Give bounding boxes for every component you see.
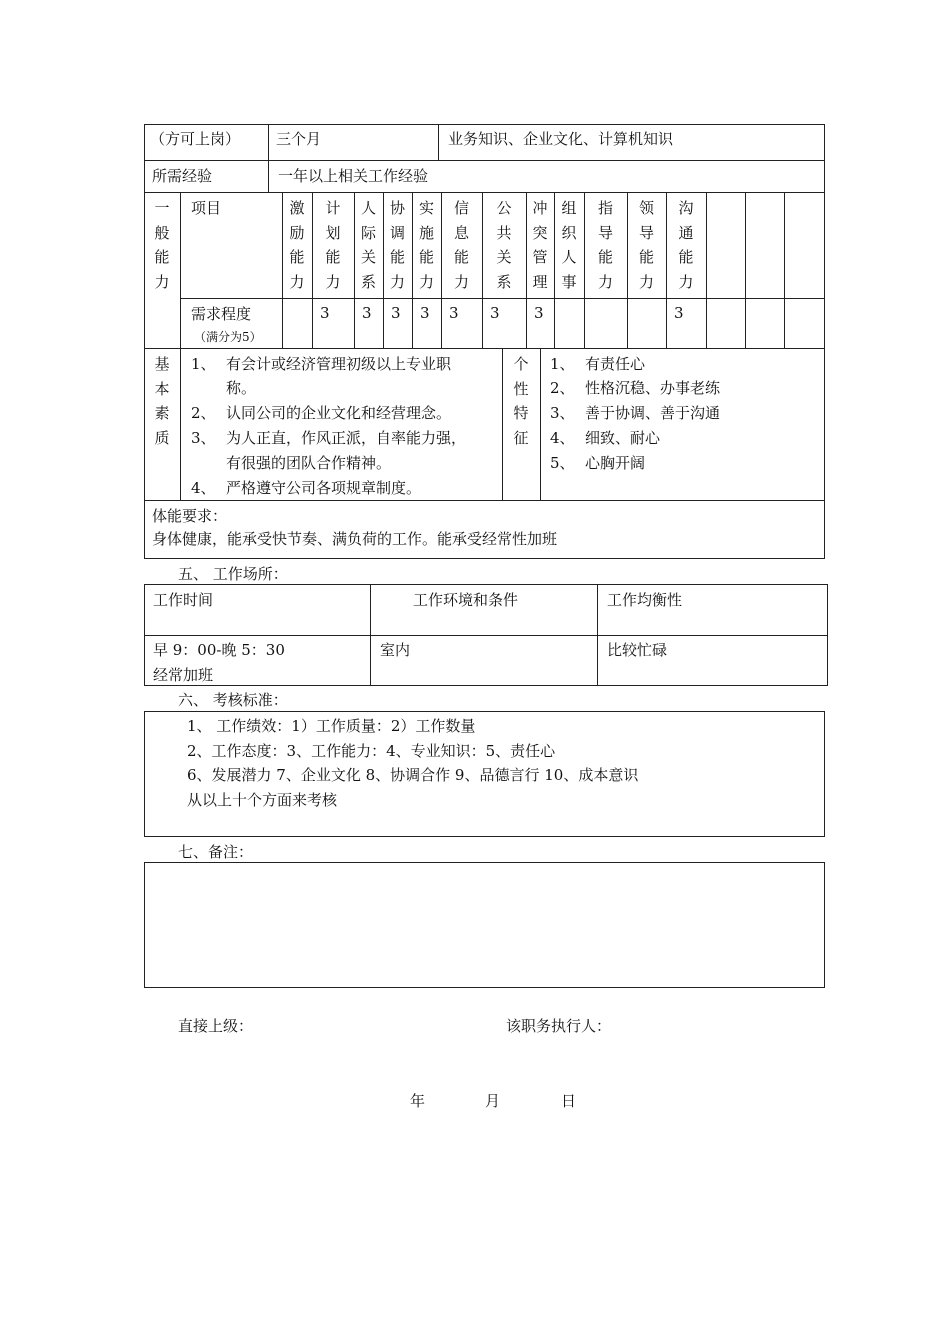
personality-item-1-num: 1、 — [550, 355, 575, 373]
ability-column-name-2: 计划能力 — [325, 199, 341, 291]
ability-column-name-5: 实施能力 — [418, 199, 434, 291]
basic-item-2-text: 认同公司的企业文化和经营理念。 — [226, 404, 452, 422]
work-time-value-overtime: 经常加班 — [153, 666, 214, 684]
work-environment-value: 室内 — [380, 641, 411, 659]
ability-column-name-3: 人际关系 — [360, 199, 376, 291]
personality-item-4-text: 细致、耐心 — [585, 429, 661, 447]
ability-column-divider — [627, 192, 628, 348]
row-divider — [144, 635, 828, 636]
ability-group-label: 一般能力 — [154, 199, 170, 291]
ability-column-level-6: 3 — [449, 304, 459, 322]
work-time-value: 早 9：00-晚 5：30 — [153, 641, 285, 659]
cell-divider — [370, 584, 371, 686]
row-divider — [144, 160, 825, 161]
assessment-line-4: 从以上十个方面来考核 — [187, 791, 338, 809]
ability-column-divider — [441, 192, 442, 348]
ability-column-level-7: 3 — [490, 304, 500, 322]
ability-column-name-12: 沟通能力 — [678, 199, 694, 291]
basic-item-4-text: 严格遵守公司各项规章制度。 — [226, 479, 422, 497]
assessment-line-3: 6、发展潜力 7、企业文化 8、协调合作 9、品德言行 10、成本意识 — [187, 766, 639, 784]
date-year-label: 年 — [410, 1092, 426, 1110]
training-content: 业务知识、企业文化、计算机知识 — [448, 130, 674, 148]
demand-note: （满分为5） — [194, 330, 262, 344]
personality-item-1-text: 有责任心 — [585, 355, 646, 373]
section-7-title: 七、备注： — [178, 843, 254, 861]
ability-column-divider — [706, 192, 707, 348]
basic-item-3-text: 为人正直，作风正派，自率能力强， — [226, 429, 467, 447]
assessment-line-1: 1、 工作绩效：1）工作质量：2）工作数量 — [187, 717, 476, 735]
cell-divider — [268, 124, 269, 160]
row-divider — [180, 298, 825, 299]
basic-item-3-num: 3、 — [191, 429, 216, 447]
ability-item-header: 项目 — [191, 199, 222, 217]
ability-column-level-8: 3 — [534, 304, 544, 322]
basic-item-1-text: 有会计或经济管理初级以上专业职 — [226, 355, 452, 373]
remarks-box[interactable] — [144, 862, 825, 988]
personality-item-5-text: 心胸开阔 — [585, 454, 646, 472]
ability-column-divider — [526, 192, 527, 348]
ability-column-level-4: 3 — [391, 304, 401, 322]
ability-column-name-8: 冲突管理 — [532, 199, 548, 291]
demand-label: 需求程度 — [191, 305, 252, 323]
executor-signature-label: 该职务执行人： — [506, 1017, 612, 1035]
personality-item-3-num: 3、 — [550, 404, 575, 422]
physical-title: 体能要求： — [152, 507, 228, 525]
cell-divider — [268, 160, 269, 192]
ability-column-name-7: 公共关系 — [496, 199, 512, 291]
ability-column-divider — [312, 192, 313, 348]
ability-column-divider — [412, 192, 413, 348]
physical-text: 身体健康，能承受快节奏、满负荷的工作。能承受经常性加班 — [152, 530, 558, 548]
cell-divider — [180, 192, 181, 348]
personality-label: 个性特征 — [513, 355, 529, 447]
row-divider — [144, 348, 825, 349]
experience-value: 一年以上相关工作经验 — [278, 167, 429, 185]
ability-column-level-3: 3 — [362, 304, 372, 322]
cell-divider — [597, 584, 598, 686]
ability-column-level-2: 3 — [320, 304, 330, 322]
ability-column-level-12: 3 — [674, 304, 684, 322]
section-6-title: 六、 考核标准： — [178, 691, 288, 709]
date-day-label: 日 — [561, 1092, 577, 1110]
ability-column-level-5: 3 — [420, 304, 430, 322]
section-5-title: 五、 工作场所： — [178, 565, 288, 583]
ability-column-name-9: 组织人事 — [561, 199, 577, 291]
cell-divider — [502, 348, 503, 500]
work-environment-header: 工作环境和条件 — [413, 591, 519, 609]
training-period: 三个月 — [276, 130, 322, 148]
basic-item-2-num: 2、 — [191, 404, 216, 422]
ability-column-divider — [666, 192, 667, 348]
basic-item-1-text-cont: 称。 — [226, 379, 257, 397]
work-balance-header: 工作均衡性 — [607, 591, 683, 609]
personality-item-3-text: 善于协调、善于沟通 — [585, 404, 721, 422]
basic-item-1-num: 1、 — [191, 355, 216, 373]
cell-divider — [438, 124, 439, 160]
ability-column-name-11: 领导能力 — [638, 199, 654, 291]
personality-item-5-num: 5、 — [550, 454, 575, 472]
ability-column-divider — [282, 192, 283, 348]
row-divider — [144, 192, 825, 193]
onboarding-condition: （方可上岗） — [150, 130, 241, 148]
cell-divider — [180, 348, 181, 500]
experience-label: 所需经验 — [152, 167, 213, 185]
personality-item-2-text: 性格沉稳、办事老练 — [585, 379, 721, 397]
basic-quality-label: 基本素质 — [154, 355, 170, 447]
ability-column-divider — [784, 192, 785, 348]
row-divider — [144, 500, 825, 501]
work-balance-value: 比较忙碌 — [607, 641, 668, 659]
ability-column-divider — [584, 192, 585, 348]
ability-column-divider — [354, 192, 355, 348]
ability-column-name-4: 协调能力 — [389, 199, 405, 291]
ability-column-name-1: 激励能力 — [289, 199, 305, 291]
personality-item-2-num: 2、 — [550, 379, 575, 397]
supervisor-signature-label: 直接上级： — [178, 1017, 254, 1035]
work-time-header: 工作时间 — [153, 591, 214, 609]
ability-column-name-6: 信息能力 — [453, 199, 469, 291]
basic-item-4-num: 4、 — [191, 479, 216, 497]
ability-column-divider — [554, 192, 555, 348]
ability-column-name-10: 指导能力 — [597, 199, 613, 291]
date-month-label: 月 — [485, 1092, 501, 1110]
assessment-line-2: 2、工作态度：3、工作能力：4、专业知识：5、责任心 — [187, 742, 556, 760]
personality-item-4-num: 4、 — [550, 429, 575, 447]
ability-column-divider — [745, 192, 746, 348]
cell-divider — [540, 348, 541, 500]
ability-column-divider — [482, 192, 483, 348]
ability-column-divider — [383, 192, 384, 348]
basic-item-3-text-cont: 有很强的团队合作精神。 — [226, 454, 392, 472]
